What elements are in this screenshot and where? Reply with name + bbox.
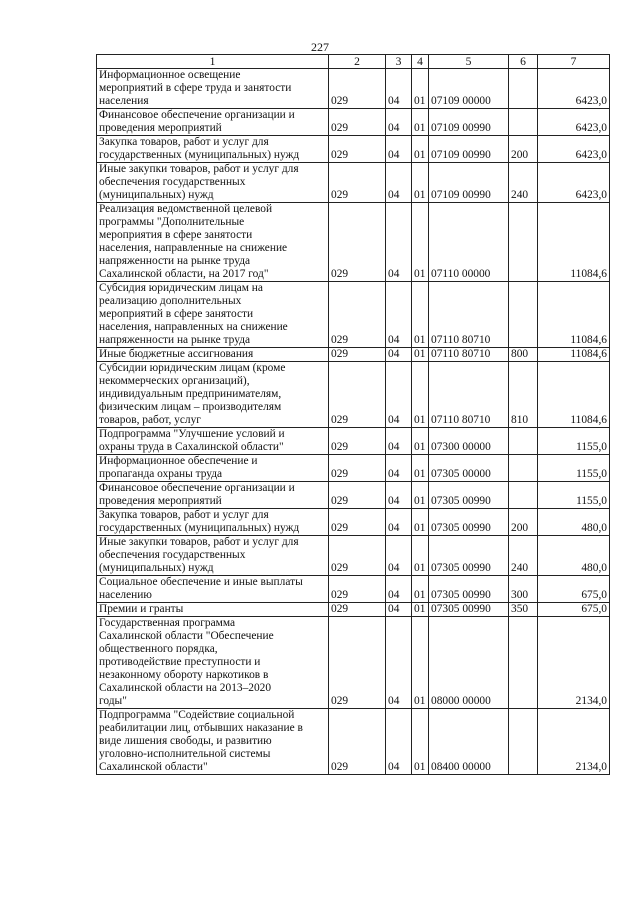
row-name-cell: Информационное обеспечение и пропаганда охраны труда <box>97 455 329 482</box>
section-cell: 04 <box>386 362 412 428</box>
section-cell: 04 <box>386 163 412 203</box>
row-name-cell: Подпрограмма "Улучшение условий и охраны труда в Сахалинской области" <box>97 428 329 455</box>
subsection-cell: 01 <box>412 509 429 536</box>
amount-cell: 480,0 <box>538 536 610 576</box>
table-row <box>97 163 610 203</box>
row-name-cell: Иные закупки товаров, работ и услуг для обеспечения государственных (муниципальных) нужд <box>97 163 329 203</box>
amount-cell: 1155,0 <box>538 428 610 455</box>
ministry-code-cell: 029 <box>329 455 386 482</box>
section-cell: 04 <box>386 136 412 163</box>
target-article-cell: 07305 00990 <box>429 603 509 617</box>
table-row <box>97 69 610 109</box>
table-row <box>97 603 610 617</box>
ministry-code-cell: 029 <box>329 109 386 136</box>
target-article-cell: 08400 00000 <box>429 709 509 775</box>
column-header: 5 <box>429 55 509 69</box>
table-row <box>97 509 610 536</box>
table-row <box>97 362 610 428</box>
table-row <box>97 617 610 709</box>
expense-type-cell: 240 <box>509 163 538 203</box>
target-article-cell: 08000 00000 <box>429 617 509 709</box>
ministry-code-cell: 029 <box>329 709 386 775</box>
section-cell: 04 <box>386 109 412 136</box>
target-article-cell: 07110 80710 <box>429 282 509 348</box>
subsection-cell: 01 <box>412 163 429 203</box>
subsection-cell: 01 <box>412 348 429 362</box>
target-article-cell: 07305 00990 <box>429 482 509 509</box>
target-article-cell: 07300 00000 <box>429 428 509 455</box>
amount-cell: 2134,0 <box>538 709 610 775</box>
table-row <box>97 455 610 482</box>
section-cell: 04 <box>386 428 412 455</box>
expense-type-cell <box>509 709 538 775</box>
subsection-cell: 01 <box>412 482 429 509</box>
column-header: 3 <box>386 55 412 69</box>
section-cell: 04 <box>386 69 412 109</box>
amount-cell: 675,0 <box>538 576 610 603</box>
row-name-cell: Финансовое обеспечение организации и проведения мероприятий <box>97 109 329 136</box>
amount-cell: 480,0 <box>538 509 610 536</box>
amount-cell: 11084,6 <box>538 282 610 348</box>
column-header: 1 <box>97 55 329 69</box>
amount-cell: 6423,0 <box>538 109 610 136</box>
section-cell: 04 <box>386 709 412 775</box>
subsection-cell: 01 <box>412 617 429 709</box>
expense-type-cell <box>509 203 538 282</box>
expense-type-cell <box>509 109 538 136</box>
target-article-cell: 07109 00990 <box>429 109 509 136</box>
table-row <box>97 282 610 348</box>
ministry-code-cell: 029 <box>329 203 386 282</box>
subsection-cell: 01 <box>412 428 429 455</box>
ministry-code-cell: 029 <box>329 536 386 576</box>
expense-type-cell: 800 <box>509 348 538 362</box>
ministry-code-cell: 029 <box>329 348 386 362</box>
target-article-cell: 07305 00990 <box>429 509 509 536</box>
expense-type-cell <box>509 282 538 348</box>
table-row <box>97 428 610 455</box>
amount-cell: 2134,0 <box>538 617 610 709</box>
subsection-cell: 01 <box>412 455 429 482</box>
amount-cell: 675,0 <box>538 603 610 617</box>
ministry-code-cell: 029 <box>329 428 386 455</box>
table-row <box>97 136 610 163</box>
column-header: 4 <box>412 55 429 69</box>
subsection-cell: 01 <box>412 136 429 163</box>
expense-type-cell: 240 <box>509 536 538 576</box>
subsection-cell: 01 <box>412 576 429 603</box>
page-number: 227 <box>311 40 329 54</box>
table-row <box>97 482 610 509</box>
header-row <box>97 55 610 69</box>
ministry-code-cell: 029 <box>329 163 386 203</box>
column-header: 2 <box>329 55 386 69</box>
ministry-code-cell: 029 <box>329 136 386 163</box>
amount-cell: 11084,6 <box>538 348 610 362</box>
budget-table <box>96 54 610 775</box>
amount-cell: 1155,0 <box>538 455 610 482</box>
ministry-code-cell: 029 <box>329 482 386 509</box>
row-name-cell: Социальное обеспечение и иные выплаты населению <box>97 576 329 603</box>
row-name-cell: Иные бюджетные ассигнования <box>97 348 329 362</box>
ministry-code-cell: 029 <box>329 603 386 617</box>
target-article-cell: 07110 80710 <box>429 348 509 362</box>
amount-cell: 6423,0 <box>538 163 610 203</box>
section-cell: 04 <box>386 455 412 482</box>
subsection-cell: 01 <box>412 109 429 136</box>
amount-cell: 1155,0 <box>538 482 610 509</box>
section-cell: 04 <box>386 282 412 348</box>
table-row <box>97 576 610 603</box>
table-row <box>97 348 610 362</box>
section-cell: 04 <box>386 536 412 576</box>
row-name-cell: Премии и гранты <box>97 603 329 617</box>
section-cell: 04 <box>386 482 412 509</box>
table-row <box>97 709 610 775</box>
ministry-code-cell: 029 <box>329 282 386 348</box>
row-name-cell: Субсидия юридическим лицам на реализацию дополнительных мероприятий в сфере занятости населения, направленных на снижение напряженности на рынке труда <box>97 282 329 348</box>
section-cell: 04 <box>386 348 412 362</box>
ministry-code-cell: 029 <box>329 509 386 536</box>
ministry-code-cell: 029 <box>329 69 386 109</box>
target-article-cell: 07305 00990 <box>429 576 509 603</box>
subsection-cell: 01 <box>412 603 429 617</box>
section-cell: 04 <box>386 203 412 282</box>
expense-type-cell: 200 <box>509 509 538 536</box>
row-name-cell: Закупка товаров, работ и услуг для государственных (муниципальных) нужд <box>97 509 329 536</box>
row-name-cell: Закупка товаров, работ и услуг для государственных (муниципальных) нужд <box>97 136 329 163</box>
subsection-cell: 01 <box>412 203 429 282</box>
target-article-cell: 07110 80710 <box>429 362 509 428</box>
expense-type-cell <box>509 428 538 455</box>
target-article-cell: 07109 00990 <box>429 136 509 163</box>
section-cell: 04 <box>386 576 412 603</box>
expense-type-cell <box>509 455 538 482</box>
expense-type-cell <box>509 69 538 109</box>
ministry-code-cell: 029 <box>329 576 386 603</box>
expense-type-cell: 200 <box>509 136 538 163</box>
expense-type-cell <box>509 617 538 709</box>
subsection-cell: 01 <box>412 282 429 348</box>
target-article-cell: 07109 00000 <box>429 69 509 109</box>
table-row <box>97 203 610 282</box>
expense-type-cell: 300 <box>509 576 538 603</box>
section-cell: 04 <box>386 509 412 536</box>
subsection-cell: 01 <box>412 536 429 576</box>
row-name-cell: Реализация ведомственной целевой программы "Дополнительные мероприятия в сфере занятости населения, направленные на снижение напряженности на рынке труда Сахалинской области, на 2017 год" <box>97 203 329 282</box>
ministry-code-cell: 029 <box>329 362 386 428</box>
amount-cell: 11084,6 <box>538 362 610 428</box>
target-article-cell: 07305 00000 <box>429 455 509 482</box>
subsection-cell: 01 <box>412 362 429 428</box>
ministry-code-cell: 029 <box>329 617 386 709</box>
expense-type-cell <box>509 482 538 509</box>
amount-cell: 6423,0 <box>538 69 610 109</box>
amount-cell: 6423,0 <box>538 136 610 163</box>
target-article-cell: 07109 00990 <box>429 163 509 203</box>
column-header: 7 <box>538 55 610 69</box>
target-article-cell: 07110 00000 <box>429 203 509 282</box>
row-name-cell: Подпрограмма "Содействие социальной реабилитации лиц, отбывших наказание в виде лишения свободы, и развитию уголовно-исполнительной системы Сахалинской области" <box>97 709 329 775</box>
row-name-cell: Информационное освещение мероприятий в сфере труда и занятости населения <box>97 69 329 109</box>
section-cell: 04 <box>386 617 412 709</box>
expense-type-cell: 810 <box>509 362 538 428</box>
row-name-cell: Иные закупки товаров, работ и услуг для обеспечения государственных (муниципальных) нужд <box>97 536 329 576</box>
table-row <box>97 536 610 576</box>
column-header: 6 <box>509 55 538 69</box>
table-row <box>97 109 610 136</box>
subsection-cell: 01 <box>412 69 429 109</box>
target-article-cell: 07305 00990 <box>429 536 509 576</box>
expense-type-cell: 350 <box>509 603 538 617</box>
row-name-cell: Государственная программа Сахалинской области "Обеспечение общественного порядка, противодействие преступности и незаконному обороту наркотиков в Сахалинской области на 2013–2020 годы" <box>97 617 329 709</box>
section-cell: 04 <box>386 603 412 617</box>
row-name-cell: Субсидии юридическим лицам (кроме некоммерческих организаций), индивидуальным предпринимателям, физическим лицам – производителям товаров, работ, услуг <box>97 362 329 428</box>
amount-cell: 11084,6 <box>538 203 610 282</box>
subsection-cell: 01 <box>412 709 429 775</box>
row-name-cell: Финансовое обеспечение организации и проведения мероприятий <box>97 482 329 509</box>
